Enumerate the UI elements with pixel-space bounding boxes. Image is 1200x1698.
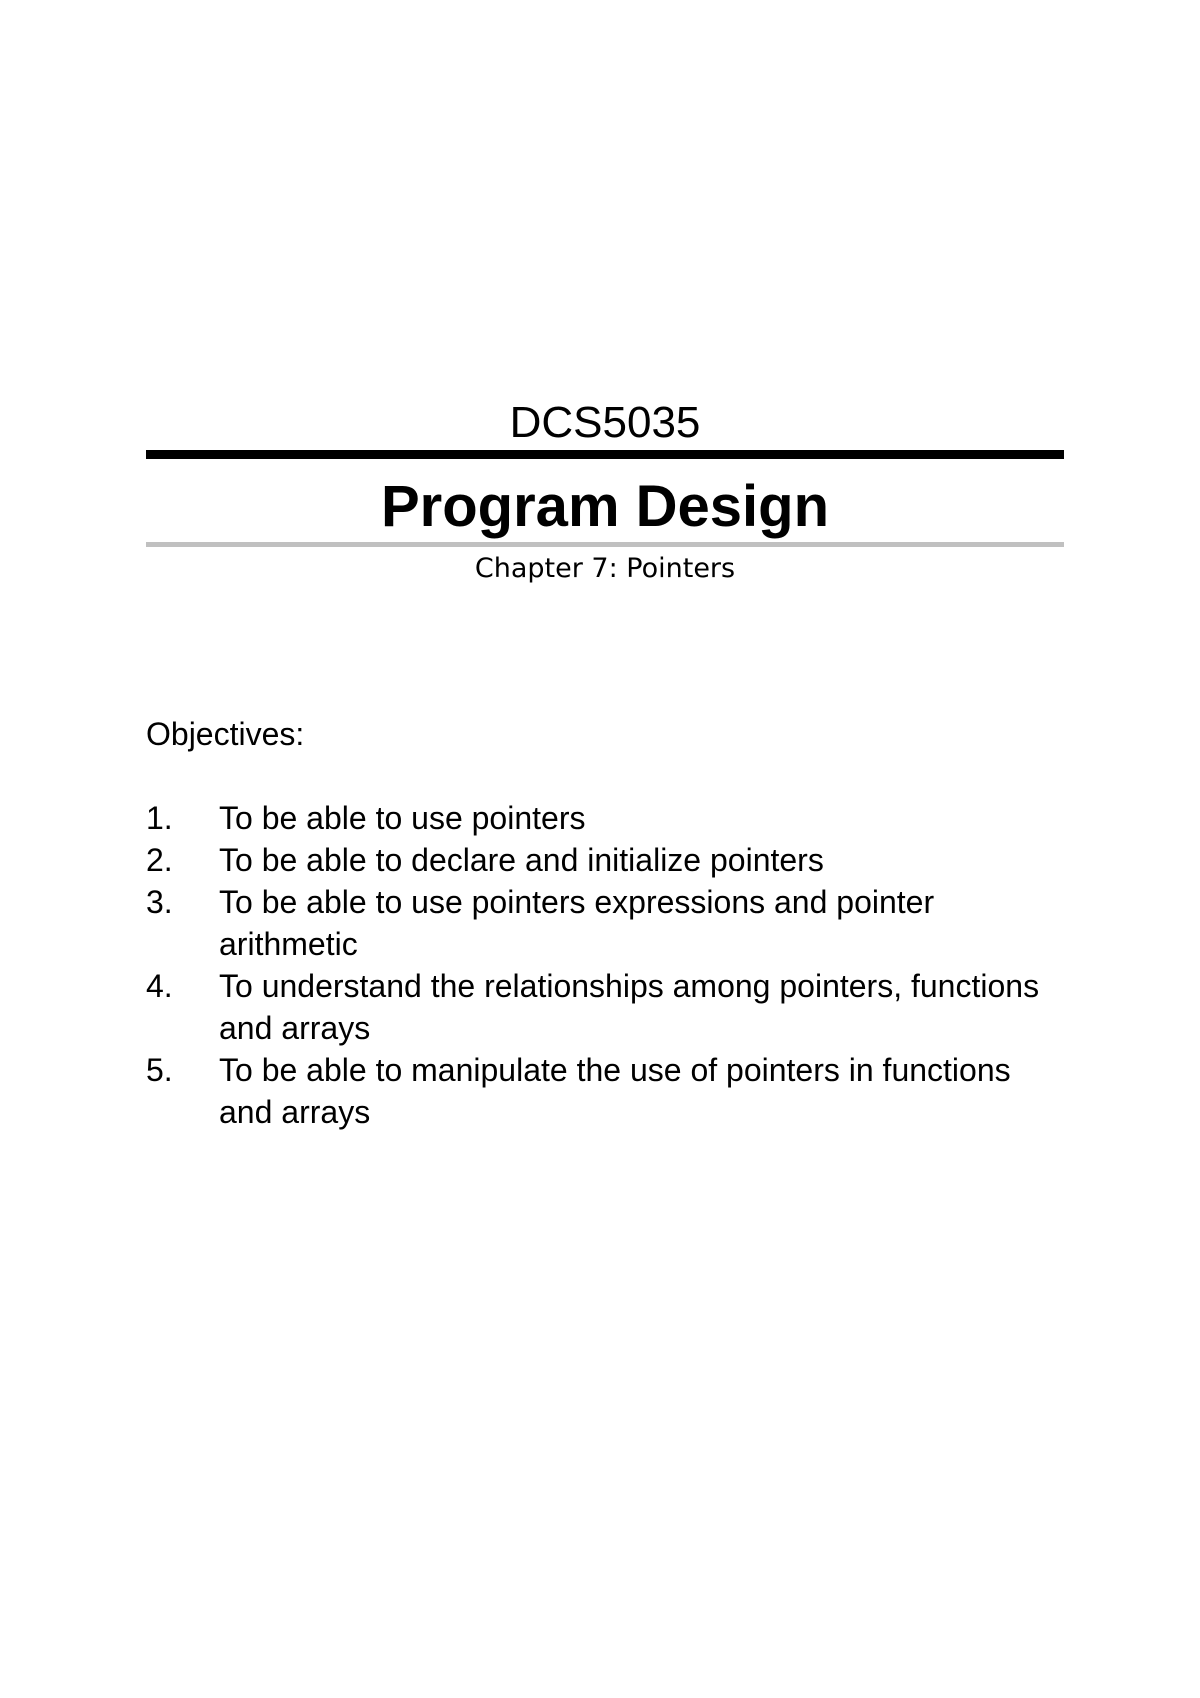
course-title: Program Design — [381, 474, 829, 539]
objective-item — [146, 881, 1066, 965]
objectives-list — [146, 797, 1066, 1133]
objective-item — [146, 1049, 1066, 1133]
title-top-rule — [146, 450, 1064, 459]
objective-text: To be able to manipulate the use of pointers in functions and arrays — [219, 1052, 1011, 1130]
objective-text: To be able to use pointers — [219, 800, 586, 836]
objective-number: 2. — [146, 842, 173, 878]
objective-text: To be able to declare and initialize pointers — [219, 842, 824, 878]
chapter-subtitle: Chapter 7: Pointers — [474, 553, 736, 584]
objective-number: 5. — [146, 1052, 173, 1088]
objective-number: 1. — [146, 800, 173, 836]
objective-text: To be able to use pointers expressions and pointer arithmetic — [219, 884, 935, 962]
objective-item — [146, 965, 1066, 1049]
objective-number: 4. — [146, 968, 173, 1004]
course-code: DCS5035 — [509, 398, 701, 447]
objective-number: 3. — [146, 884, 173, 920]
objective-item — [146, 839, 1066, 881]
objectives-heading: Objectives: — [146, 716, 305, 752]
title-bottom-rule — [146, 542, 1064, 547]
objective-item — [146, 797, 1066, 839]
objective-text: To understand the relationships among pointers, functions and arrays — [219, 968, 1040, 1046]
